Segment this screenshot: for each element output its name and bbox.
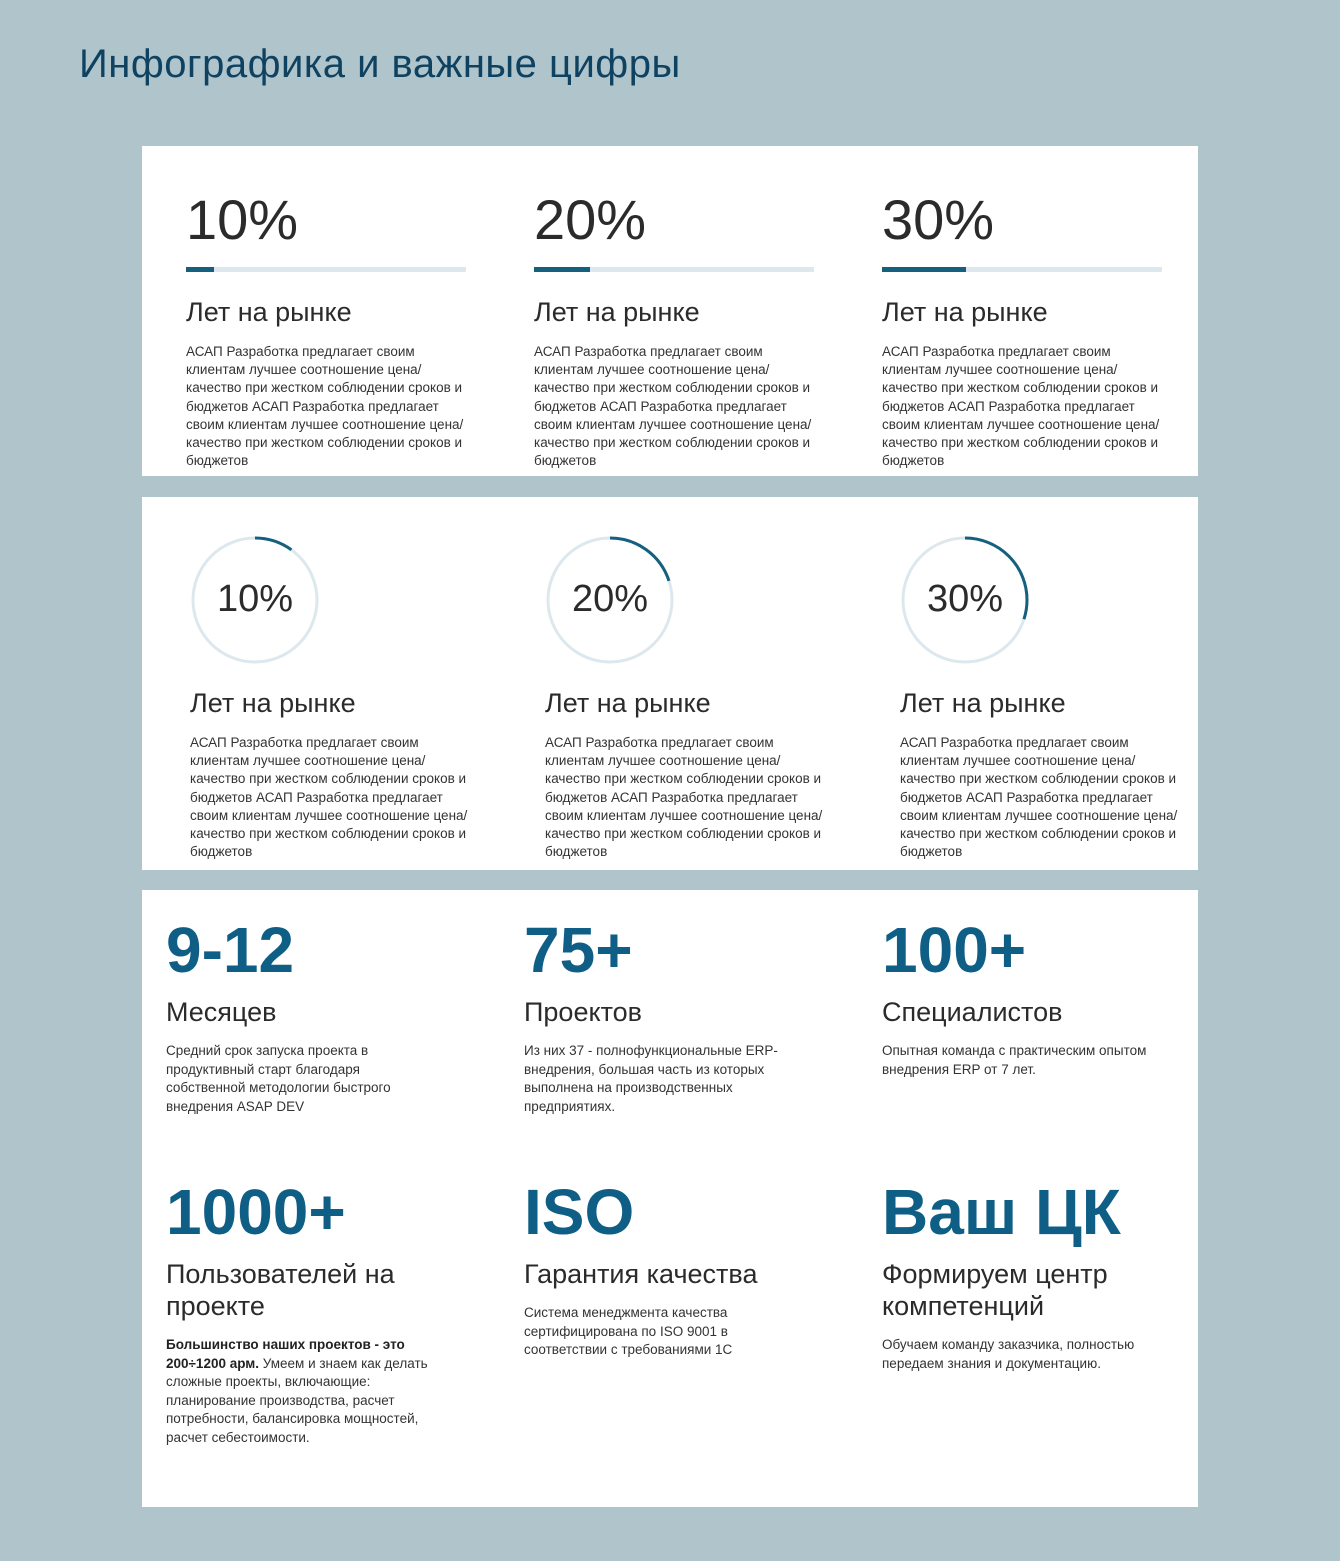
stat-label: Специалистов bbox=[882, 997, 1063, 1027]
stat-card bbox=[166, 914, 466, 1116]
bar-value: 20% bbox=[534, 188, 647, 251]
card-label: Лет на рынке bbox=[186, 297, 352, 327]
stat-value: 1000+ bbox=[166, 1176, 346, 1248]
stat-description: Из них 37 - полнофункциональные ERP-внедрения, большая часть из которых выполнена на производственных предприятиях. bbox=[524, 1043, 778, 1114]
ring-value: 30% bbox=[926, 578, 1004, 620]
card-description: АСАП Разработка предлагает своим клиентам лучшее соотношение цена/качество при жестком соблюдении сроков и бюджетов АСАП Разработка предлагает своим клиентам лучшее соотношение цена/качество при жестком соблюдении сроков и бюджетов bbox=[186, 344, 464, 469]
stat-description-bold: Большинство наших проектов - это 200÷1200 арм. bbox=[166, 1337, 405, 1371]
stat-card bbox=[524, 1176, 824, 1360]
card-description: АСАП Разработка предлагает своим клиентам лучшее соотношение цена/качество при жестком соблюдении сроков и бюджетов АСАП Разработка предлагает своим клиентам лучшее соотношение цена/качество при жестком соблюдении сроков и бюджетов bbox=[882, 344, 1160, 469]
stat-description: Обучаем команду заказчика, полностью передаем знания и документацию. bbox=[882, 1337, 1135, 1371]
progress-bars-panel bbox=[142, 146, 1198, 476]
stat-label: Формируем центр компетенций bbox=[882, 1259, 1108, 1321]
bar-value: 10% bbox=[186, 188, 299, 251]
stat-label: Проектов bbox=[524, 997, 642, 1027]
card-description: АСАП Разработка предлагает своим клиентам лучшее соотношение цена/качество при жестком соблюдении сроков и бюджетов АСАП Разработка предлагает своим клиентам лучшее соотношение цена/качество при жестком соблюдении сроков и бюджетов bbox=[190, 735, 468, 860]
card-label: Лет на рынке bbox=[190, 688, 356, 718]
stat-description: Средний срок запуска проекта в продуктивный старт благодаря собственной методологии быстрого внедрения ASAP DEV bbox=[166, 1043, 391, 1114]
stat-value: 75+ bbox=[524, 914, 633, 986]
bar-value: 30% bbox=[882, 188, 995, 251]
progress-track bbox=[882, 267, 1162, 272]
progress-fill bbox=[186, 267, 214, 272]
progress-fill bbox=[882, 267, 966, 272]
card-description: АСАП Разработка предлагает своим клиентам лучшее соотношение цена/качество при жестком соблюдении сроков и бюджетов АСАП Разработка предлагает своим клиентам лучшее соотношение цена/качество при жестком соблюдении сроков и бюджетов bbox=[900, 735, 1178, 860]
progress-rings-panel bbox=[142, 497, 1198, 870]
stat-card bbox=[166, 1176, 466, 1447]
stat-value: 100+ bbox=[882, 914, 1027, 986]
stat-label: Пользователей на проекте bbox=[166, 1259, 395, 1321]
card-description: АСАП Разработка предлагает своим клиентам лучшее соотношение цена/качество при жестком соблюдении сроков и бюджетов АСАП Разработка предлагает своим клиентам лучшее соотношение цена/качество при жестком соблюдении сроков и бюджетов bbox=[534, 344, 812, 469]
stat-card bbox=[524, 914, 824, 1116]
ring-value: 10% bbox=[216, 578, 294, 620]
key-figures-panel bbox=[142, 890, 1198, 1507]
progress-track bbox=[186, 267, 466, 272]
card-label: Лет на рынке bbox=[534, 297, 700, 327]
stat-description bbox=[166, 1336, 441, 1447]
stat-value: Ваш ЦК bbox=[882, 1176, 1121, 1248]
stat-card bbox=[882, 914, 1182, 1079]
card-label: Лет на рынке bbox=[882, 297, 1048, 327]
stat-label: Месяцев bbox=[166, 997, 277, 1027]
stat-value: 9-12 bbox=[166, 914, 295, 986]
stat-description: Опытная команда с практическим опытом внедрения ERP от 7 лет. bbox=[882, 1043, 1147, 1077]
page-title: Инфографика и важные цифры bbox=[79, 42, 681, 86]
progress-fill bbox=[534, 267, 590, 272]
stat-value: ISO bbox=[524, 1176, 635, 1248]
ring-value: 20% bbox=[571, 578, 649, 620]
stat-description-rest: Умеем и знаем как делать сложные проекты, включающие: планирование производства, расчет потребности, балансировка мощностей, расчет себестоимости. bbox=[166, 1355, 428, 1445]
stat-label: Гарантия качества bbox=[524, 1259, 758, 1289]
card-label: Лет на рынке bbox=[545, 688, 711, 718]
progress-track bbox=[534, 267, 814, 272]
stat-card bbox=[882, 1176, 1182, 1373]
card-description: АСАП Разработка предлагает своим клиентам лучшее соотношение цена/качество при жестком соблюдении сроков и бюджетов АСАП Разработка предлагает своим клиентам лучшее соотношение цена/качество при жестком соблюдении сроков и бюджетов bbox=[545, 735, 823, 860]
stat-description: Система менеджмента качества сертифицирована по ISO 9001 в соответствии с требованиями 1С bbox=[524, 1305, 733, 1357]
card-label: Лет на рынке bbox=[900, 688, 1066, 718]
